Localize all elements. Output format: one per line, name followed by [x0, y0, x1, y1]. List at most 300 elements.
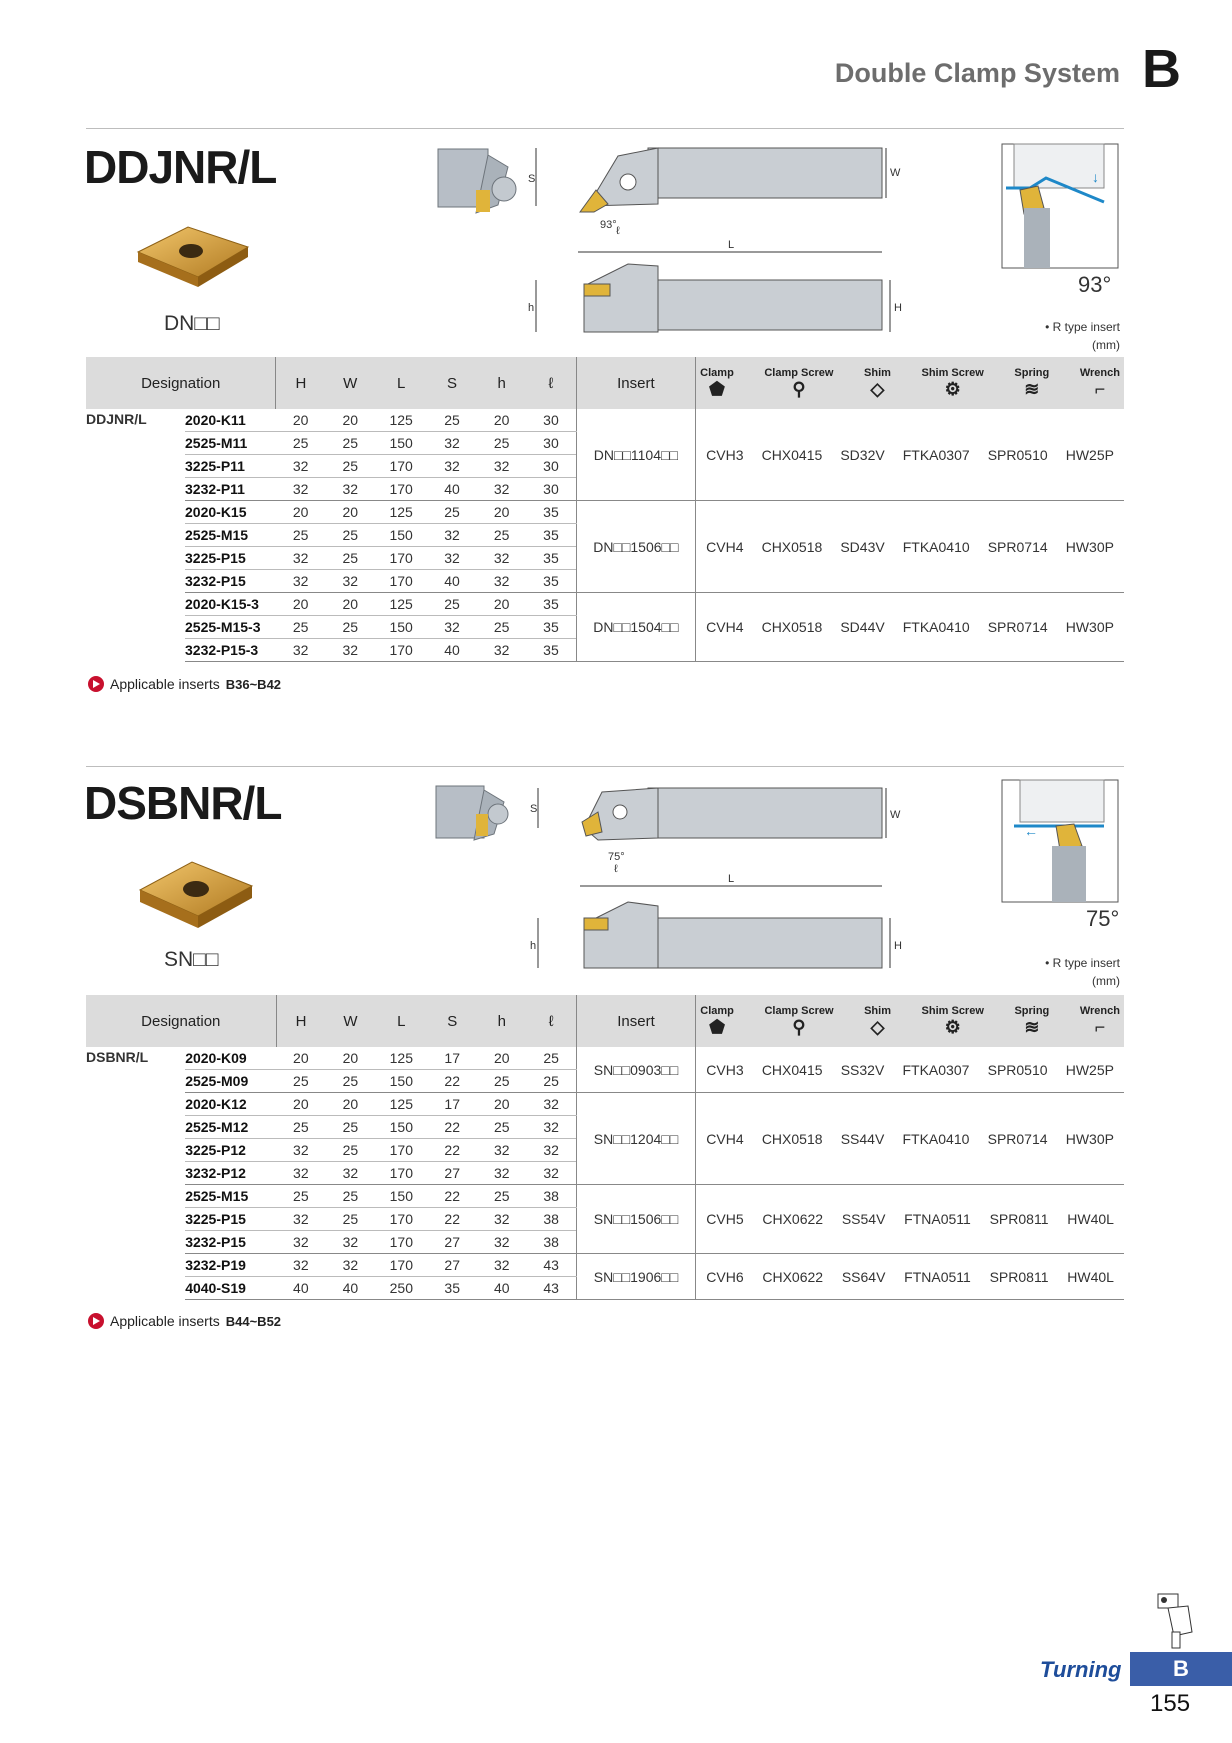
accessory-clamp: CVH4	[706, 619, 744, 635]
svg-text:h: h	[528, 302, 535, 314]
insert-cell: SN□□1204□□	[576, 1093, 696, 1185]
accessory-clamp: CVH3	[706, 446, 744, 463]
accessory-shim-screw: FTKA0410	[902, 538, 970, 555]
footer-section-tab[interactable]: B	[1130, 1652, 1232, 1686]
svg-text:ℓ: ℓ	[614, 863, 618, 875]
approach-angle: 75°	[1086, 906, 1120, 931]
accessory-shim-screw: FTNA0511	[904, 1268, 971, 1285]
wrench-icon: ⌐	[1094, 378, 1106, 399]
dimension-cell: 25	[477, 1070, 527, 1093]
accessory-spring: SPR0811	[989, 1211, 1049, 1227]
accessory-wrench: HW30P	[1065, 1130, 1114, 1147]
shim-icon: ◇	[870, 378, 885, 399]
dimension-cell: 170	[375, 1208, 427, 1231]
holder-photo	[434, 784, 514, 844]
accessory-shim: SD43V	[840, 538, 885, 555]
col-designation: Designation	[86, 357, 276, 409]
dimension-cell: 22	[427, 1070, 477, 1093]
dimension-cell: 17	[427, 1047, 477, 1070]
col-S: S	[427, 357, 477, 409]
dimension-cell: 150	[375, 524, 427, 547]
holder-dimension-drawing	[528, 782, 908, 972]
page-number: 155	[1150, 1690, 1191, 1717]
dimension-cell: 20	[325, 409, 375, 432]
dimension-cell: 25	[276, 1070, 326, 1093]
dimension-cell: 20	[325, 501, 375, 524]
designation-code: 3232-P19	[185, 1254, 276, 1277]
shim-screw-icon: ⚙	[944, 1016, 961, 1037]
dimension-cell: 170	[375, 478, 427, 501]
dimension-cell: 40	[427, 570, 477, 593]
col-accessories	[696, 995, 1124, 1047]
accessory-shim-screw: FTKA0410	[902, 1130, 970, 1147]
col-h: h	[477, 357, 527, 409]
dimension-cell: 25	[326, 1116, 376, 1139]
col-H: H	[276, 357, 326, 409]
designation-code: 2525-M09	[185, 1070, 276, 1093]
dimension-cell: 125	[375, 593, 427, 616]
svg-text:H: H	[894, 302, 902, 314]
accessory-spring: SPR0714	[987, 1130, 1048, 1147]
spring-icon: ≋	[1024, 1016, 1040, 1037]
dimension-cell: 170	[375, 1162, 427, 1185]
dimension-cell: 125	[375, 409, 427, 432]
dimension-cell: 32	[325, 478, 375, 501]
designation-code: 3225-P15	[185, 1208, 276, 1231]
designation-family: DSBNR/L	[86, 1049, 149, 1065]
dimension-cell: 32	[427, 455, 477, 478]
insert-image-sn	[132, 856, 262, 934]
dimension-cell: 150	[375, 616, 427, 639]
dimension-cell: 38	[527, 1208, 577, 1231]
dimension-cell: 35	[427, 1277, 477, 1300]
dimension-cell: 32	[477, 1139, 527, 1162]
dimension-cell: 25	[477, 616, 527, 639]
dimension-cell: 25	[477, 1185, 527, 1208]
r-type-note: • R type insert	[1045, 320, 1120, 334]
designation-code: 2020-K15	[185, 501, 276, 524]
dimension-cell: 40	[427, 478, 477, 501]
accessory-shim-screw: FTKA0307	[902, 1061, 970, 1078]
accessory-spring: SPR0714	[987, 619, 1048, 635]
svg-text:↓: ↓	[1092, 169, 1099, 185]
designation-code: 3225-P12	[185, 1139, 276, 1162]
col-shim: Shim ◇	[864, 366, 891, 399]
dimension-cell: 25	[325, 616, 375, 639]
dimension-cell: 20	[276, 501, 326, 524]
dimension-cell: 20	[477, 409, 527, 432]
approach-angle: 93°	[1078, 272, 1112, 297]
dimension-cell: 40	[477, 1277, 527, 1300]
accessory-spring: SPR0714	[987, 538, 1048, 555]
accessory-shim-screw: FTNA0511	[904, 1211, 971, 1227]
clamp-icon: ⬟	[709, 378, 725, 399]
dimension-cell: 32	[427, 616, 477, 639]
unit-label: (mm)	[1092, 974, 1120, 988]
accessory-spring: SPR0510	[987, 446, 1048, 463]
designation-code: 3232-P11	[185, 478, 276, 501]
svg-text:W: W	[890, 167, 901, 179]
dimension-cell: 32	[276, 1139, 326, 1162]
dimension-cell: 20	[276, 1047, 326, 1070]
dimension-cell: 32	[276, 1208, 326, 1231]
dimension-cell: 25	[427, 409, 477, 432]
dimension-cell: 250	[375, 1277, 427, 1300]
dimension-cell: 32	[276, 478, 326, 501]
dimension-cell: 35	[526, 639, 576, 662]
dimension-cell: 32	[527, 1162, 577, 1185]
dimension-cell: 30	[526, 432, 576, 455]
model-title: DDJNR/L	[84, 141, 277, 193]
dimension-cell: 25	[427, 593, 477, 616]
applicable-pages: B36~B42	[225, 676, 282, 692]
col-H: H	[276, 995, 326, 1047]
designation-code: 3232-P15-3	[185, 639, 276, 662]
dimension-cell: 125	[375, 1093, 427, 1116]
accessory-clamp-screw: CHX0518	[761, 538, 823, 555]
svg-text:H: H	[894, 940, 902, 952]
dimension-cell: 170	[375, 1231, 427, 1254]
applicable-pages: B44~B52	[225, 1313, 282, 1329]
dimension-cell: 22	[427, 1185, 477, 1208]
dimension-cell: 25	[477, 1116, 527, 1139]
dimension-cell: 32	[276, 1162, 326, 1185]
dimension-cell: 35	[526, 524, 576, 547]
insert-cell: SN□□0903□□	[576, 1047, 696, 1093]
dimension-cell: 40	[276, 1277, 326, 1300]
dimension-cell: 35	[526, 616, 576, 639]
insert-cell: SN□□1506□□	[576, 1185, 696, 1254]
dimension-cell: 40	[427, 639, 477, 662]
dimension-cell: 22	[427, 1208, 477, 1231]
col-clamp-screw: Clamp Screw ⚲	[764, 1004, 834, 1037]
dimension-cell: 38	[527, 1231, 577, 1254]
svg-text:S: S	[528, 173, 536, 185]
clamp-icon: ⬟	[709, 1016, 725, 1037]
dimension-cell: 32	[477, 570, 527, 593]
accessory-clamp: CVH4	[706, 538, 744, 555]
dimension-cell: 20	[276, 1093, 326, 1116]
col-shim-screw: Shim Screw ⚙	[921, 1004, 984, 1037]
dimension-cell: 25	[527, 1070, 577, 1093]
col-insert: Insert	[576, 995, 696, 1047]
holder-photo	[436, 145, 522, 225]
shim-icon: ◇	[870, 1016, 885, 1037]
dimension-cell: 25	[325, 524, 375, 547]
dimension-cell: 22	[427, 1116, 477, 1139]
dimension-cell: 22	[427, 1139, 477, 1162]
unit-label: (mm)	[1092, 338, 1120, 352]
arrow-icon	[88, 676, 104, 692]
insert-cell: DN□□1104□□	[576, 409, 696, 501]
insert-code: DN□□	[164, 312, 220, 335]
dimension-cell: 30	[526, 478, 576, 501]
col-wrench: Wrench ⌐	[1079, 366, 1120, 399]
accessory-shim: SD32V	[840, 446, 885, 463]
dimension-cell: 17	[427, 1093, 477, 1116]
accessory-clamp-screw: CHX0415	[761, 446, 823, 463]
accessory-shim: SD44V	[840, 619, 885, 635]
dimension-cell: 32	[325, 570, 375, 593]
dimension-cell: 32	[527, 1116, 577, 1139]
accessory-wrench: HW25P	[1065, 1061, 1114, 1078]
applicable-inserts[interactable]: Applicable inserts B36~B42	[88, 676, 281, 692]
dimension-cell: 32	[477, 639, 527, 662]
dimension-cell: 20	[325, 593, 375, 616]
designation-code: 3232-P15	[185, 570, 276, 593]
dimension-cell: 32	[477, 1162, 527, 1185]
col-l: ℓ	[527, 995, 577, 1047]
svg-text:h: h	[530, 940, 537, 952]
dimension-cell: 125	[375, 501, 427, 524]
dimension-cell: 32	[477, 547, 527, 570]
col-W: W	[326, 995, 376, 1047]
spec-table	[86, 995, 1124, 1300]
dimension-cell: 32	[527, 1139, 577, 1162]
dimension-cell: 25	[326, 1208, 376, 1231]
section-divider	[86, 766, 1124, 767]
designation-family: DDJNR/L	[86, 411, 147, 427]
accessory-shim: SS32V	[840, 1061, 885, 1078]
col-L: L	[375, 995, 427, 1047]
dimension-cell: 38	[527, 1185, 577, 1208]
dimension-cell: 32	[477, 1208, 527, 1231]
table-row	[86, 1254, 1124, 1277]
insert-cell: DN□□1506□□	[576, 501, 696, 593]
col-S: S	[427, 995, 477, 1047]
table-row	[86, 1093, 1124, 1116]
dimension-cell: 30	[526, 455, 576, 478]
dimension-cell: 25	[477, 432, 527, 455]
accessories-cell	[696, 501, 1124, 593]
r-type-note: • R type insert	[1045, 956, 1120, 970]
dimension-cell: 32	[276, 639, 326, 662]
svg-text:W: W	[890, 809, 901, 821]
accessory-clamp: CVH3	[706, 1061, 744, 1078]
dimension-cell: 170	[375, 639, 427, 662]
accessory-shim-screw: FTKA0410	[902, 619, 970, 635]
dimension-cell: 35	[526, 570, 576, 593]
dimension-cell: 150	[375, 1185, 427, 1208]
dimension-cell: 32	[326, 1231, 376, 1254]
dimension-cell: 25	[276, 524, 326, 547]
dimension-cell: 20	[477, 1093, 527, 1116]
accessory-shim-screw: FTKA0307	[902, 446, 970, 463]
dimension-cell: 32	[276, 455, 326, 478]
accessory-wrench: HW40L	[1067, 1268, 1114, 1285]
spec-table	[86, 357, 1124, 662]
dimension-cell: 170	[375, 570, 427, 593]
svg-text:ℓ: ℓ	[616, 225, 620, 237]
spring-icon: ≋	[1024, 378, 1040, 399]
dimension-cell: 150	[375, 1116, 427, 1139]
dimension-cell: 25	[427, 501, 477, 524]
col-insert: Insert	[576, 357, 696, 409]
col-shim: Shim ◇	[864, 1004, 891, 1037]
dimension-cell: 25	[276, 616, 326, 639]
col-shim-screw: Shim Screw ⚙	[921, 366, 984, 399]
dimension-cell: 43	[527, 1277, 577, 1300]
dimension-cell: 20	[276, 409, 326, 432]
model-title: DSBNR/L	[84, 777, 282, 829]
dimension-cell: 25	[276, 1185, 326, 1208]
dimension-cell: 20	[326, 1093, 376, 1116]
designation-code: 2525-M15-3	[185, 616, 276, 639]
dimension-cell: 32	[427, 547, 477, 570]
page-header-letter: B	[1142, 39, 1181, 99]
svg-text:L: L	[728, 239, 735, 251]
dimension-cell: 32	[326, 1254, 376, 1277]
col-wrench: Wrench ⌐	[1079, 1004, 1120, 1037]
footer-category: Turning	[1040, 1657, 1122, 1682]
dimension-cell: 25	[326, 1070, 376, 1093]
accessory-wrench: HW30P	[1065, 619, 1114, 635]
accessory-shim: SS54V	[841, 1211, 886, 1227]
dimension-cell: 170	[375, 1139, 427, 1162]
dimension-cell: 25	[527, 1047, 577, 1070]
dimension-cell: 20	[477, 593, 527, 616]
accessories-cell	[696, 1254, 1124, 1300]
col-spring: Spring ≋	[1014, 1004, 1050, 1037]
turning-tool-icon	[1150, 1592, 1196, 1650]
dimension-cell: 20	[326, 1047, 376, 1070]
dimension-cell: 35	[526, 593, 576, 616]
dimension-cell: 32	[276, 1231, 326, 1254]
dimension-cell: 20	[276, 593, 326, 616]
accessory-clamp: CVH4	[706, 1130, 744, 1147]
accessory-shim: SS44V	[840, 1130, 885, 1147]
dimension-cell: 32	[477, 1254, 527, 1277]
shim-screw-icon: ⚙	[944, 378, 961, 399]
accessory-spring: SPR0510	[987, 1061, 1048, 1078]
col-clamp: Clamp ⬟	[700, 366, 734, 399]
table-row	[86, 1047, 1124, 1070]
accessory-wrench: HW25P	[1065, 446, 1114, 463]
dimension-cell: 32	[477, 455, 527, 478]
machining-diagram	[1000, 778, 1120, 904]
col-spring: Spring ≋	[1014, 366, 1050, 399]
accessory-clamp-screw: CHX0518	[761, 619, 823, 635]
dimension-cell: 25	[326, 1185, 376, 1208]
screw-icon: ⚲	[792, 1016, 806, 1037]
dimension-cell: 32	[527, 1093, 577, 1116]
designation-code: 3225-P11	[185, 455, 276, 478]
dimension-cell: 25	[325, 547, 375, 570]
dimension-cell: 25	[325, 432, 375, 455]
dimension-cell: 32	[276, 547, 326, 570]
col-l: ℓ	[526, 357, 576, 409]
designation-code: 2525-M15	[185, 1185, 276, 1208]
dimension-cell: 150	[375, 432, 427, 455]
insert-image-dn	[128, 222, 258, 292]
col-designation: Designation	[86, 995, 276, 1047]
dimension-cell: 27	[427, 1254, 477, 1277]
dimension-cell: 20	[477, 501, 527, 524]
designation-code: 2525-M11	[185, 432, 276, 455]
accessory-clamp-screw: CHX0415	[761, 1061, 823, 1078]
dimension-cell: 170	[375, 547, 427, 570]
designation-code: 2020-K15-3	[185, 593, 276, 616]
accessory-wrench: HW40L	[1067, 1211, 1114, 1227]
svg-text:S: S	[530, 803, 538, 815]
col-accessories	[696, 357, 1124, 409]
accessories-cell	[696, 593, 1124, 662]
arrow-icon	[88, 1313, 104, 1329]
col-L: L	[375, 357, 427, 409]
col-clamp: Clamp ⬟	[700, 1004, 734, 1037]
designation-code: 2020-K09	[185, 1047, 276, 1070]
dimension-cell: 32	[276, 1254, 326, 1277]
accessories-cell	[696, 1093, 1124, 1185]
dimension-cell: 32	[276, 570, 326, 593]
dimension-cell: 32	[477, 1231, 527, 1254]
accessories-cell	[696, 1047, 1124, 1093]
dimension-cell: 30	[526, 409, 576, 432]
screw-icon: ⚲	[792, 378, 806, 399]
svg-text:←: ←	[1024, 823, 1038, 839]
dimension-cell: 25	[325, 455, 375, 478]
header-divider	[86, 128, 1124, 129]
table-row	[86, 593, 1124, 616]
table-row	[86, 409, 1124, 432]
dimension-cell: 25	[477, 524, 527, 547]
dimension-cell: 25	[326, 1139, 376, 1162]
dimension-cell: 27	[427, 1231, 477, 1254]
designation-code: 3232-P15	[185, 1231, 276, 1254]
accessories-cell	[696, 409, 1124, 501]
dimension-cell: 35	[526, 501, 576, 524]
dimension-cell: 32	[326, 1162, 376, 1185]
insert-code: SN□□	[164, 948, 219, 971]
designation-code: 3225-P15	[185, 547, 276, 570]
dimension-cell: 32	[325, 639, 375, 662]
wrench-icon: ⌐	[1094, 1016, 1106, 1037]
table-row	[86, 1185, 1124, 1208]
dimension-cell: 35	[526, 547, 576, 570]
dimension-cell: 170	[375, 455, 427, 478]
accessory-clamp-screw: CHX0622	[762, 1268, 824, 1285]
dimension-cell: 170	[375, 1254, 427, 1277]
svg-text:93°: 93°	[600, 219, 617, 231]
dimension-cell: 150	[375, 1070, 427, 1093]
dimension-cell: 32	[427, 524, 477, 547]
designation-code: 2525-M15	[185, 524, 276, 547]
insert-cell: DN□□1504□□	[576, 593, 696, 662]
col-clamp-screw: Clamp Screw ⚲	[764, 366, 834, 399]
svg-text:75°: 75°	[608, 851, 625, 863]
col-h: h	[477, 995, 527, 1047]
dimension-cell: 125	[375, 1047, 427, 1070]
dimension-cell: 27	[427, 1162, 477, 1185]
accessory-clamp: CVH6	[706, 1268, 744, 1285]
designation-code: 2525-M12	[185, 1116, 276, 1139]
applicable-inserts[interactable]: Applicable inserts B44~B52	[88, 1313, 281, 1329]
dimension-cell: 43	[527, 1254, 577, 1277]
machining-diagram	[1000, 142, 1120, 270]
insert-cell: SN□□1906□□	[576, 1254, 696, 1300]
designation-code: 4040-S19	[185, 1277, 276, 1300]
table-row	[86, 501, 1124, 524]
dimension-cell: 32	[427, 432, 477, 455]
accessory-clamp-screw: CHX0622	[762, 1211, 824, 1227]
svg-text:L: L	[728, 873, 735, 885]
designation-code: 2020-K12	[185, 1093, 276, 1116]
dimension-cell: 25	[276, 1116, 326, 1139]
col-W: W	[325, 357, 375, 409]
accessory-shim: SS64V	[841, 1268, 886, 1285]
dimension-cell: 32	[477, 478, 527, 501]
accessories-cell	[696, 1185, 1124, 1254]
